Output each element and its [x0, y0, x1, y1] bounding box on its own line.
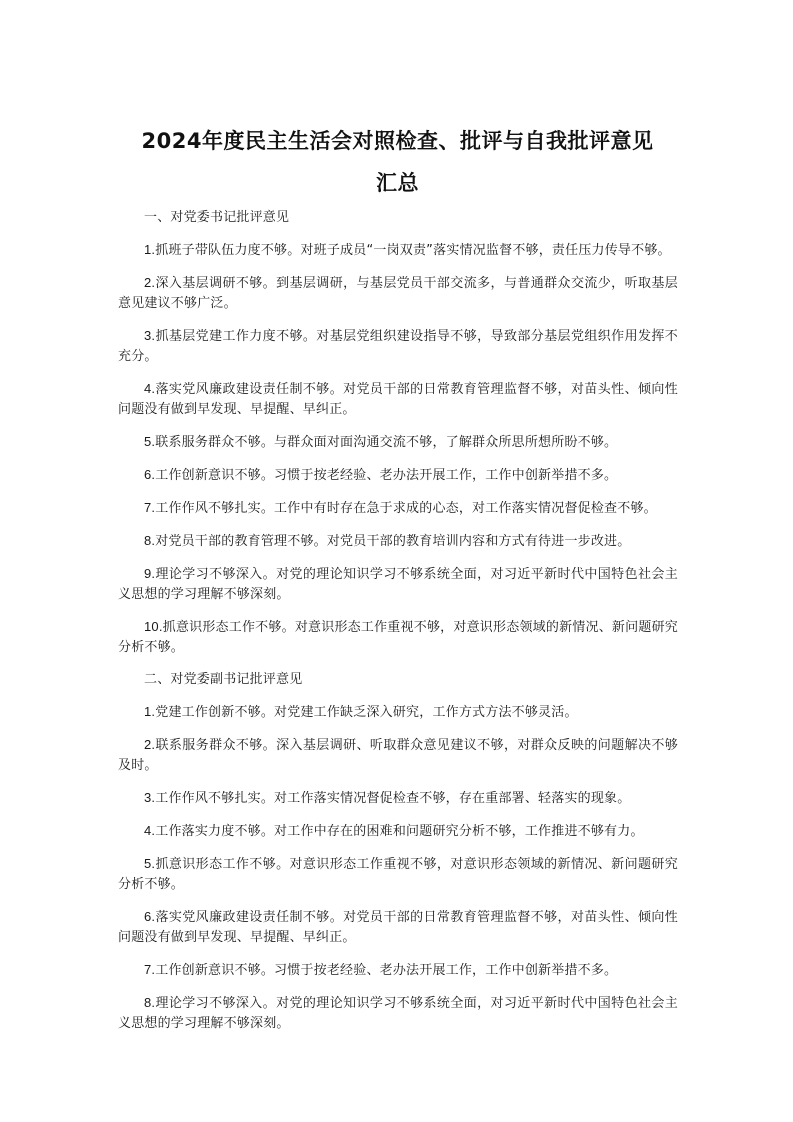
list-item	[118, 273, 678, 314]
item-number: 5.	[144, 856, 156, 871]
item-text: 工作落实力度不够。对工作中存在的困难和问题研究分析不够，工作推进不够有力。	[155, 824, 644, 839]
document-title	[110, 120, 685, 204]
list-item	[118, 432, 678, 453]
item-text: 党建工作创新不够。对党建工作缺乏深入研究，工作方式方法不够灵活。	[155, 705, 578, 720]
item-number: 1.	[144, 242, 156, 257]
list-item	[118, 702, 678, 723]
list-item	[118, 531, 678, 552]
item-text: 工作作风不够扎实。对工作落实情况督促检查不够，存在重部署、轻落实的现象。	[155, 791, 631, 806]
item-number: 6.	[144, 909, 156, 924]
item-number: 7.	[144, 500, 156, 515]
list-item	[118, 617, 678, 658]
item-number: 4.	[144, 823, 156, 838]
item-text: 联系服务群众不够。与群众面对面沟通交流不够，了解群众所思所想所盼不够。	[155, 435, 618, 450]
item-text: 抓基层党建工作力度不够。对基层党组织建设指导不够，导致部分基层党组织作用发挥不充分。	[118, 329, 678, 364]
item-number: 7.	[144, 962, 156, 977]
section-heading-2: 二、对党委副书记批评意见	[144, 672, 303, 687]
item-text: 工作创新意识不够。习惯于按老经验、老办法开展工作，工作中创新举措不多。	[155, 963, 618, 978]
item-number: 3.	[144, 328, 156, 343]
item-text: 抓意识形态工作不够。对意识形态工作重视不够，对意识形态领域的新情况、新问题研究分析不够。	[118, 620, 678, 655]
list-item	[118, 735, 678, 776]
list-item	[118, 498, 678, 519]
item-text: 对党员干部的教育管理不够。对党员干部的教育培训内容和方式有待进一步改进。	[155, 534, 631, 549]
item-text: 落实党风廉政建设责任制不够。对党员干部的日常教育管理监督不够，对苗头性、倾向性问题没有做到早发现、早提醒、早纠正。	[118, 382, 678, 417]
item-number: 8.	[144, 533, 156, 548]
item-number: 10.	[144, 619, 163, 634]
item-number: 2.	[144, 275, 156, 290]
item-text: 联系服务群众不够。深入基层调研、听取群众意见建议不够，对群众反映的问题解决不够及时。	[118, 738, 678, 773]
list-item	[118, 960, 678, 981]
list-item	[118, 465, 678, 486]
item-text: 理论学习不够深入。对党的理论知识学习不够系统全面，对习近平新时代中国特色社会主义思想的学习理解不够深刻。	[118, 996, 678, 1031]
list-item	[118, 854, 678, 895]
list-item	[118, 993, 678, 1034]
list-item	[118, 821, 678, 842]
item-number: 2.	[144, 737, 156, 752]
section-heading-1: 一、对党委书记批评意见	[144, 210, 290, 225]
item-number: 6.	[144, 467, 156, 482]
list-item	[118, 788, 678, 809]
item-number: 4.	[144, 381, 156, 396]
list-item	[118, 564, 678, 605]
list-item	[118, 907, 678, 948]
list-item	[118, 379, 678, 420]
item-text: 工作创新意识不够。习惯于按老经验、老办法开展工作，工作中创新举措不多。	[155, 468, 618, 483]
item-number: 1.	[144, 704, 156, 719]
item-text: 落实党风廉政建设责任制不够。对党员干部的日常教育管理监督不够，对苗头性、倾向性问题没有做到早发现、早提醒、早纠正。	[118, 910, 678, 945]
item-text: 工作作风不够扎实。工作中有时存在急于求成的心态，对工作落实情况督促检查不够。	[155, 501, 657, 516]
title-line-1: 2024年度民主生活会对照检查、批评与自我批评意见	[141, 129, 654, 153]
list-item	[118, 240, 678, 261]
item-number: 9.	[144, 566, 156, 581]
item-text: 深入基层调研不够。到基层调研，与基层党员干部交流多，与普通群众交流少，听取基层意见建议不够广泛。	[118, 276, 678, 311]
item-number: 8.	[144, 995, 156, 1010]
item-text: 理论学习不够深入。对党的理论知识学习不够系统全面，对习近平新时代中国特色社会主义思想的学习理解不够深刻。	[118, 567, 678, 602]
item-number: 3.	[144, 790, 156, 805]
item-text: 抓意识形态工作不够。对意识形态工作重视不够，对意识形态领域的新情况、新问题研究分析不够。	[118, 857, 678, 892]
document-body	[118, 208, 678, 1046]
list-item	[118, 326, 678, 367]
item-text: 抓班子带队伍力度不够。对班子成员“一岗双责”落实情况监督不够，责任压力传导不够。	[155, 243, 671, 258]
item-number: 5.	[144, 434, 156, 449]
title-line-2: 汇总	[376, 171, 419, 195]
